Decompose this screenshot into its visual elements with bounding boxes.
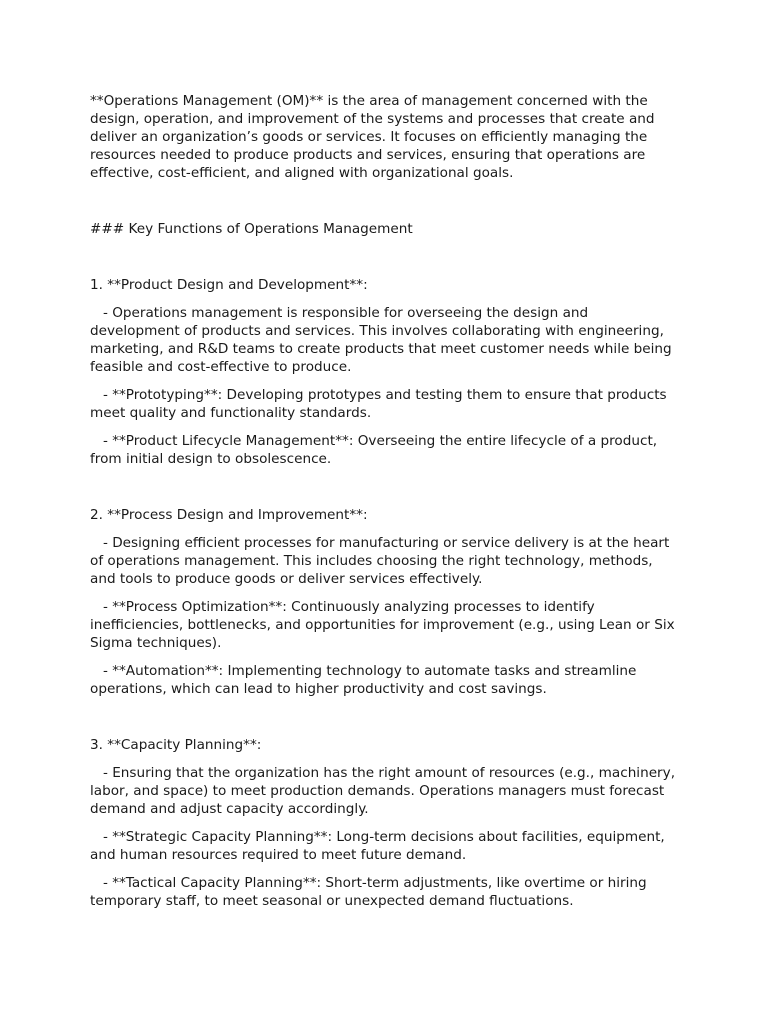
function-paragraph: - Ensuring that the organization has the right amount of resources (e.g., machinery, labor, and space) to meet production demands. Operations managers must forecast demand and adjust capacity accordingly.: [90, 765, 680, 817]
function-paragraph: - **Tactical Capacity Planning**: Short-term adjustments, like overtime or hiring temporary staff, to meet seasonal or unexpected demand fluctuations.: [90, 875, 651, 909]
function-paragraph: - **Automation**: Implementing technology to automate tasks and streamline operations, which can lead to higher productivity and cost savings.: [90, 663, 641, 697]
function-paragraph: - **Product Lifecycle Management**: Overseeing the entire lifecycle of a product, from initial design to obsolescence.: [90, 433, 662, 467]
function-paragraph: - Designing efficient processes for manufacturing or service delivery is at the heart of operations management. This includes choosing the right technology, methods, and tools to produce goods or deliver services effectively.: [90, 535, 674, 587]
function-paragraph: - **Strategic Capacity Planning**: Long-term decisions about facilities, equipment, and human resources required to meet future demand.: [90, 829, 670, 863]
function-section-3: [90, 736, 682, 910]
function-paragraph: - **Prototyping**: Developing prototypes and testing them to ensure that products meet quality and functionality standards.: [90, 387, 671, 421]
intro-paragraph: **Operations Management (OM)** is the area of management concerned with the design, operation, and improvement of the systems and processes that create and deliver an organization’s goods or services. It focuses on efficiently managing the resources needed to produce products and services, ensuring that operations are effective, cost-efficient, and aligned with organizational goals.: [90, 93, 659, 181]
function-title: 3. **Capacity Planning**:: [90, 737, 262, 753]
function-title: 1. **Product Design and Development**:: [90, 277, 368, 293]
function-section-1: [90, 276, 682, 468]
document-page: [90, 92, 682, 920]
function-section-2: [90, 506, 682, 698]
function-paragraph: - **Process Optimization**: Continuously analyzing processes to identify inefficiencies, bottlenecks, and opportunities for improvement (e.g., using Lean or Six Sigma techniques).: [90, 599, 679, 651]
section-heading: ### Key Functions of Operations Management: [90, 221, 413, 237]
function-title: 2. **Process Design and Improvement**:: [90, 507, 368, 523]
function-paragraph: - Operations management is responsible for overseeing the design and development of products and services. This involves collaborating with engineering, marketing, and R&D teams to create products that meet customer needs while being feasible and cost-effective to produce.: [90, 305, 676, 375]
